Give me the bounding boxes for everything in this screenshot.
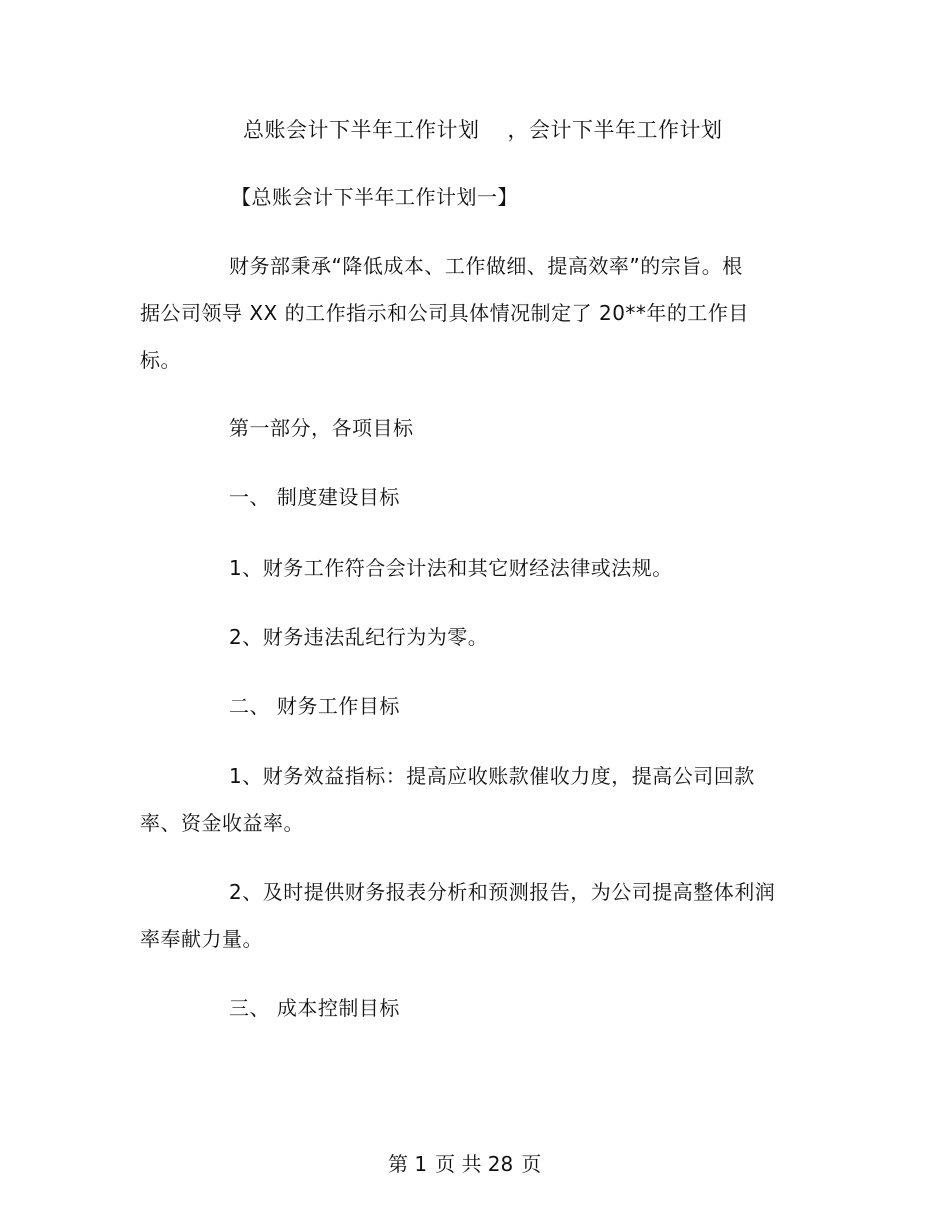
title-part-1: 总账会计下半年工作计划 (243, 118, 480, 142)
title-part-2: ，会计下半年工作计划 (507, 118, 723, 142)
intro-line-1: 财务部秉承“降低成本、工作做细、提高效率”的宗旨。根 (229, 254, 743, 278)
item-1-2: 2、财务违法乱纪行为为零。 (229, 625, 489, 649)
page-label-prefix: 第 1 (388, 1152, 428, 1176)
item-1-heading: 一、 制度建设目标 (229, 485, 400, 509)
item-2-2-line-1: 2、及时提供财务报表分析和预测报告，为公司提高整体利润 (229, 880, 776, 904)
page-label-suffix: 页 (521, 1152, 542, 1176)
intro-line-2: 据公司领导 XX 的工作指示和公司具体情况制定了 20**年的工作目 (140, 301, 749, 325)
page-footer (388, 1152, 549, 1176)
item-2-heading: 二、 财务工作目标 (229, 694, 400, 718)
item-2-1-line-1: 1、财务效益指标：提高应收账款催收力度，提高公司回款 (229, 764, 755, 788)
document-title (243, 117, 723, 143)
intro-line-3: 标。 (140, 348, 181, 372)
section-heading: 【总账会计下半年工作计划一】 (231, 185, 518, 209)
part-one-heading: 第一部分，各项目标 (229, 416, 414, 440)
item-2-1-line-2: 率、资金收益率。 (140, 811, 304, 835)
item-3-heading: 三、 成本控制目标 (229, 996, 400, 1020)
page-label-mid: 页 共 28 (435, 1152, 514, 1176)
item-1-1: 1、财务工作符合会计法和其它财经法律或法规。 (229, 556, 673, 580)
item-2-2-line-2: 率奉献力量。 (140, 927, 263, 951)
